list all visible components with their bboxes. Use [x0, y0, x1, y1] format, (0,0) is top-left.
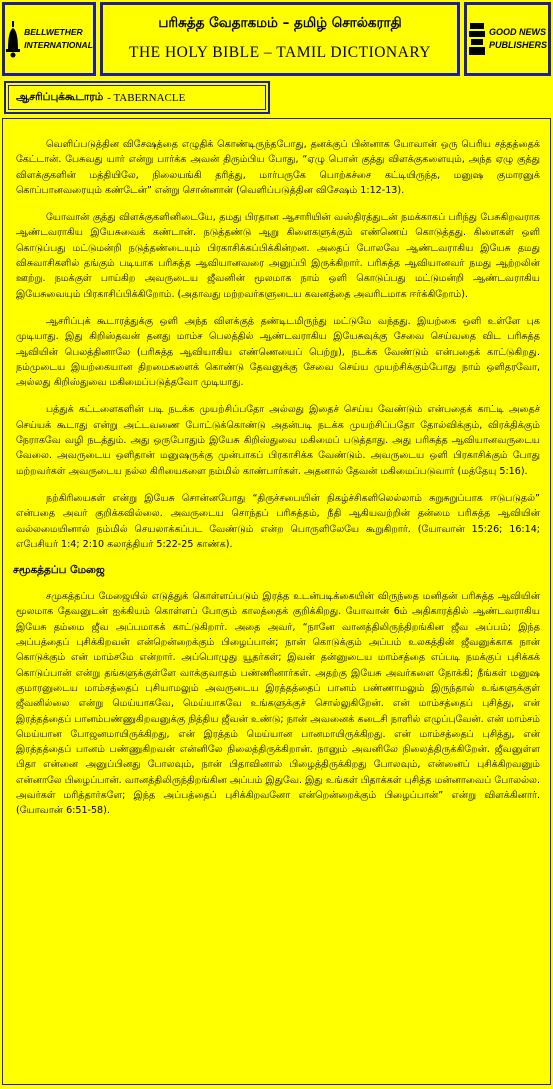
bellwether-logo: [5, 19, 93, 59]
logo-line1: BELLWETHER: [24, 27, 83, 37]
bellwether-logo-box: [2, 2, 96, 76]
entry-term-tamil: ஆசரிப்புக்கூடாரம்: [16, 91, 104, 103]
entry-content: [2, 118, 551, 1085]
paragraph-3: ஆசரிப்புக் கூடாரத்துக்கு ஒளி அந்த விளக்குத் தண்டிடமிருந்து மட்டுமே வந்தது. இயற்கை ஒளி உள்ளே புக முடியாது. இது கிறிஸ்தவன் தனது மாம்ச பெலத்தில் ஆண்டவராகிய இயேசுவுக்கு சேவை செய்வதை விட பரிசுத்த ஆவியின் பெலத்தினாலே (பரிசுத்த ஆவியாகிய எண்ணெயைப் பெற்று), நடக்க வேண்டும் என்பதைக் காட்டுகிறது. நம்முடைய இயற்கையான திறமைகளைக் கொண்டு தேவனுக்கு சேவை செய்ய முயற்சிக்கும்போது நாம் ஒளிதரவோ, அல்லது கிறிஸ்துவை மகிமைப்படுத்தவோ முடியாது.: [16, 315, 540, 389]
paragraph-5: நற்கிரியைகள் என்று இயேசு சொன்னபோது “திருச்சபையின் நிகழ்ச்சிகளிலெல்லாம் சுறுசுறுப்பாக ஈடுபடுதல்” என்பதை அவர் குறிக்கவில்லை. அவருடைய சொந்தப் பரிசுத்தம், நீதி ஆகியவற்றின் தன்மை பரிசுத்த ஆவியின் வல்லமையினால் நம்மில் செயலாக்கப்பட வேண்டும் என்ற பொருளிலேயே கூறுகிறார். (யோவான் 15:26; 16:14; எபேசியர் 1:4; 2:10 கலாத்தியர் 5:22-25 காண்க).: [16, 492, 540, 550]
subheading: சமூகத்தப்ப மேஜை: [13, 564, 105, 577]
title-english: THE HOLY BIBLE – TAMIL DICTIONARY: [128, 44, 431, 61]
logo-line2: PUBLISHERS: [488, 40, 547, 50]
logo-line2: INTERNATIONAL: [24, 40, 93, 50]
paragraph-2: யோவான் குத்து விளக்குகளினிடையே, தமது பிரதான ஆசாரியின் வஸ்திரத்துடன் நமக்காகப் பரிந்து பேசுகிறவராக ஆண்டவராகிய இயேசுவைக் கண்டான். நடுத்தண்டு ஆறு கிளைகளுக்கும் எண்ணெய் கொடுத்தது. கிளைகள் ஒளி கொடுப்பது மட்டுமன்றி நடுத்தண்டையும் பிரகாசிக்கப்பிக்கின்றன. அதைப் போலவே ஆண்டவராகிய இயேசு தமது விசுவாசிகளில் தங்கும் படியாக பரிசுத்த ஆவியானவரை அனுப்பி இருக்கிறார். பரிசுத்த ஆவியானவர் நமது ஆற்றலின் ஊற்று. நமக்குள் பாய்கிற அவருடைய ஜீவனின் மூலமாக நாம் ஒளி கொடுப்பது மட்டுமன்றி ஆண்டவராகிய இயேசுவையும் பிரகாசிப்பிக்கிறோம். (அதாவது மற்றவர்களுடைய கவனத்தை அவரிடமாக ஈர்க்கிறோம்).: [16, 212, 540, 300]
paragraph-6: சமுகத்தப்ப மேஜையில் எடுத்துக் கொள்ளப்படும் இரத்த உடன்படிக்கையின் விருந்தை மனிதன் பரிசுத்த ஆவியின் மூலமாக தேவனுடன் ஐக்கியம் கொள்ளப் போகும் காலத்தைக் குறிக்கிறது. யோவான் 6ம் அதிகாரத்தில் ஆண்டவராகிய இயேசு தம்மை ஜீவ அப்பமாகக் காட்டுகிறார். அதை அவர், “நானே வானத்திலிருந்திறங்கின ஜீவ அப்பம்; இந்த அப்பத்தைப் புசிக்கிறவன் என்றென்றைக்கும் பிழைப்பான்; நான் கொடுக்கும் அப்பம் உலகத்தின் ஜீவனுக்காக நான் கொடுக்கும் என் மாம்சமே என்றார். அப்பொழுது யூதர்கள்; இவன் தன்னுடைய மாம்சத்தை எப்படி நமக்குப் புசிக்கக் கொடுப்பான் என்று தங்களுக்குள்ளே வாக்குவாதம் பண்ணினார்கள். அதற்கு இயேசு அவர்களை நோக்கி; நீங்கள் மனுஷ குமாரனுடைய மாம்சத்தைப் புசியாமலும் அவருடைய இரத்தத்தைப் பானம் பண்ணாமலும் இருந்தால் உங்களுக்குள் ஜீவனில்லை என்று மெய்யாகவே, மெய்யாகவே உங்களுக்குச் சொல்லுகிறேன். என் மாம்சத்தைப் புசித்து, என் இரத்தத்தைப் பானம்பண்ணுகிறவனுக்கு நித்திய ஜீவன் உண்டு; நான் அவனைக் கடைசி நாளில் எழுப்புவேன். என் மாம்சம் மெய்யான போஜனமாயிருக்கிறது, என் இரத்தம் மெய்யான பானமாயிருக்கிறது. என் மாம்சத்தைப் புசித்து, என் இரத்தத்தைப் பானம் பண்ணுகிறவன் என்னிலே நிலைத்திருக்கிறான். நானும் அவனிலே நிலைத்திருக்கிறேன். ஜீவனுள்ள பிதா என்னை அனுப்பினது போலவும், நான் பிதாவினால் பிழைத்திருக்கிறது போலவும், என்னைப் புசிக்கிறவனும் என்னாலே பிழைப்பான். வானத்திலிருந்திறங்கின அப்பம் இதுவே. இது உங்கள் பிதாக்கள் புசித்த மன்னாவைப் போலல்ல. அவர்கள் மரித்தார்களே; இந்த அப்பத்தைப் புசிக்கிறவனோ என்றென்றைக்கும் பிழைப்பான்” என்று விளக்கினார். (யோவான் 6:51-58).: [16, 591, 540, 817]
title-box: [100, 2, 460, 76]
book-stack-icon: [468, 19, 486, 59]
entry-term-english: - TABERNACLE: [107, 91, 186, 104]
logo-line1: GOOD NEWS: [488, 27, 546, 37]
goodnews-logo-box: [464, 2, 551, 76]
bellwether-icon: [5, 19, 21, 59]
goodnews-logo: [468, 19, 547, 59]
paragraph-4: பத்துக் கட்டளைகளின் படி நடக்க முயற்சிப்பதோ அல்லது இதைச் செய்ய வேண்டும் என்பதைக் காட்டி அதைச் செய்யக் கூடாது என்று அட்டவணை போட்டுக்கொண்டு அதன்படி நடக்க முயற்சிப்பதோ தோல்விக்கும், விரக்திக்கும் நேராகவே வழி நடத்தும். அது ஒருபோதும் இயேசு கிறிஸ்துவை மகிமைப் படுத்தாது. அது பரிசுத்த ஆவியானவருடைய வேலை. அவருடைய ஒளிதான் மனுஷருக்கு முன்பாகப் பிரகாசிக்க வேண்டும். அவருடைய ஒளி பிரகாசிக்கும் போது மற்றவர்கள் அவருடைய நல்ல கிரியைகளை நம்மில் காண்பார்கள். அதனால் தேவன் மகிமைப்படுவார் (மத்தேயு 5:16).: [16, 404, 540, 477]
entry-term-box: [4, 81, 270, 114]
title-tamil: பரிசுத்த வேதாகமம் – தமிழ் சொல்கராதி: [158, 15, 402, 31]
paragraph-1: வெளிப்படுத்தின விசேஷத்தை எழுதிக் கொண்டிருந்தபோது, தனக்குப் பின்னாக யோவான் ஒரு பெரிய சத்தத்தைக் கேட்டான். பேசுவது யார் என்று பார்க்க அவன் திரும்பிய போது, “ஏழு பொன் குத்து விளக்குகளையும், அந்த ஏழு குத்து விளக்குகளின் மத்தியிலே, நிலையங்கி தரித்து, மார்பருகே பொற்கச்சை கட்டியிருந்த, மனுஷ குமாரனுக் கொப்பானவரையும் கண்டேன்” என்று சொன்னான் (வெளிப்படுத்தின விசேஷம் 1:12-13).: [16, 139, 540, 196]
